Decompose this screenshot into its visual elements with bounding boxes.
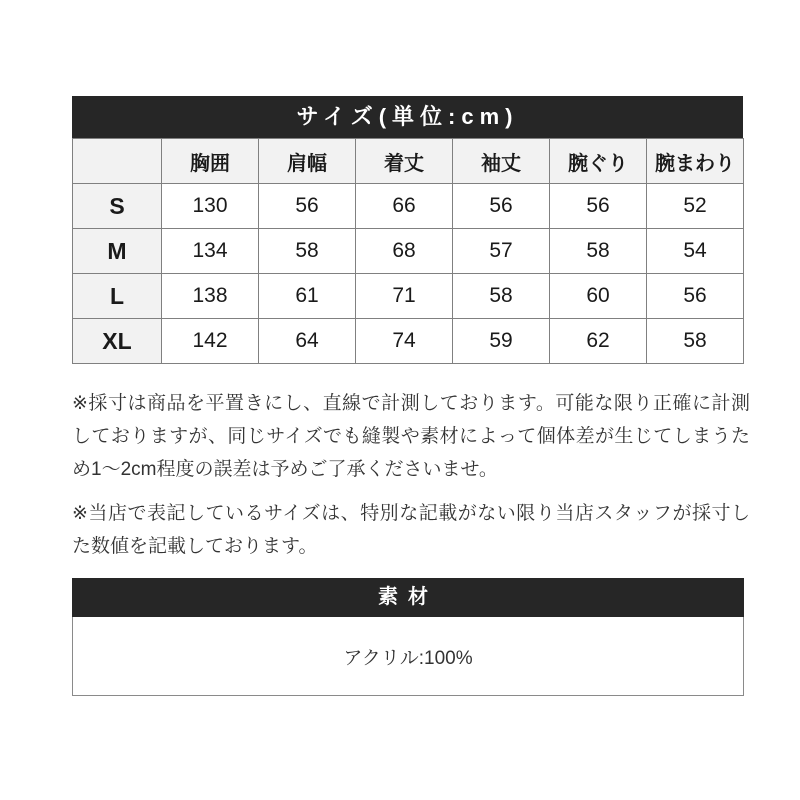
size-row-l xyxy=(73,274,744,319)
size-section xyxy=(72,96,743,364)
size-value: 138 xyxy=(162,274,259,319)
size-value: 74 xyxy=(356,319,453,364)
size-value: 130 xyxy=(162,184,259,229)
size-value: 56 xyxy=(453,184,550,229)
size-value: 58 xyxy=(647,319,744,364)
size-value: 134 xyxy=(162,229,259,274)
size-section-title: サイズ(単位:cm) xyxy=(72,96,743,138)
column-header-sleeve: 袖丈 xyxy=(453,139,550,184)
size-row-xl xyxy=(73,319,744,364)
size-table xyxy=(72,138,744,364)
size-label: XL xyxy=(73,319,162,364)
column-header-chest: 胸囲 xyxy=(162,139,259,184)
size-value: 56 xyxy=(550,184,647,229)
column-header-shoulder: 肩幅 xyxy=(259,139,356,184)
size-value: 71 xyxy=(356,274,453,319)
size-label: L xyxy=(73,274,162,319)
size-value: 54 xyxy=(647,229,744,274)
size-value: 62 xyxy=(550,319,647,364)
column-header-arm-circumference: 腕まわり xyxy=(647,139,744,184)
size-value: 66 xyxy=(356,184,453,229)
size-row-m xyxy=(73,229,744,274)
corner-cell xyxy=(73,139,162,184)
size-value: 64 xyxy=(259,319,356,364)
column-header-length: 着丈 xyxy=(356,139,453,184)
size-value: 56 xyxy=(647,274,744,319)
size-value: 60 xyxy=(550,274,647,319)
column-header-armhole: 腕ぐり xyxy=(550,139,647,184)
note-staff: ※当店で表記しているサイズは、特別な記載がない限り当店スタッフが採寸した数値を記載しております。 xyxy=(72,503,750,557)
size-value: 58 xyxy=(453,274,550,319)
size-notes xyxy=(72,387,750,574)
size-row-s xyxy=(73,184,744,229)
size-value: 52 xyxy=(647,184,744,229)
note-measurement: ※採寸は商品を平置きにし、直線で計測しております。可能な限り正確に計測しておりますが、同じサイズでも縫製や素材によって個体差が生じてしまうため1〜2cm程度の誤差は予めご了承くださいませ。 xyxy=(72,393,750,480)
size-table-header-row xyxy=(73,139,744,184)
size-label: S xyxy=(73,184,162,229)
size-value: 58 xyxy=(550,229,647,274)
size-value: 142 xyxy=(162,319,259,364)
size-label: M xyxy=(73,229,162,274)
size-value: 57 xyxy=(453,229,550,274)
material-section xyxy=(72,578,744,696)
size-value: 61 xyxy=(259,274,356,319)
material-value: アクリル:100% xyxy=(72,617,744,696)
size-value: 68 xyxy=(356,229,453,274)
size-value: 56 xyxy=(259,184,356,229)
size-value: 59 xyxy=(453,319,550,364)
size-value: 58 xyxy=(259,229,356,274)
material-section-title: 素材 xyxy=(72,578,744,617)
